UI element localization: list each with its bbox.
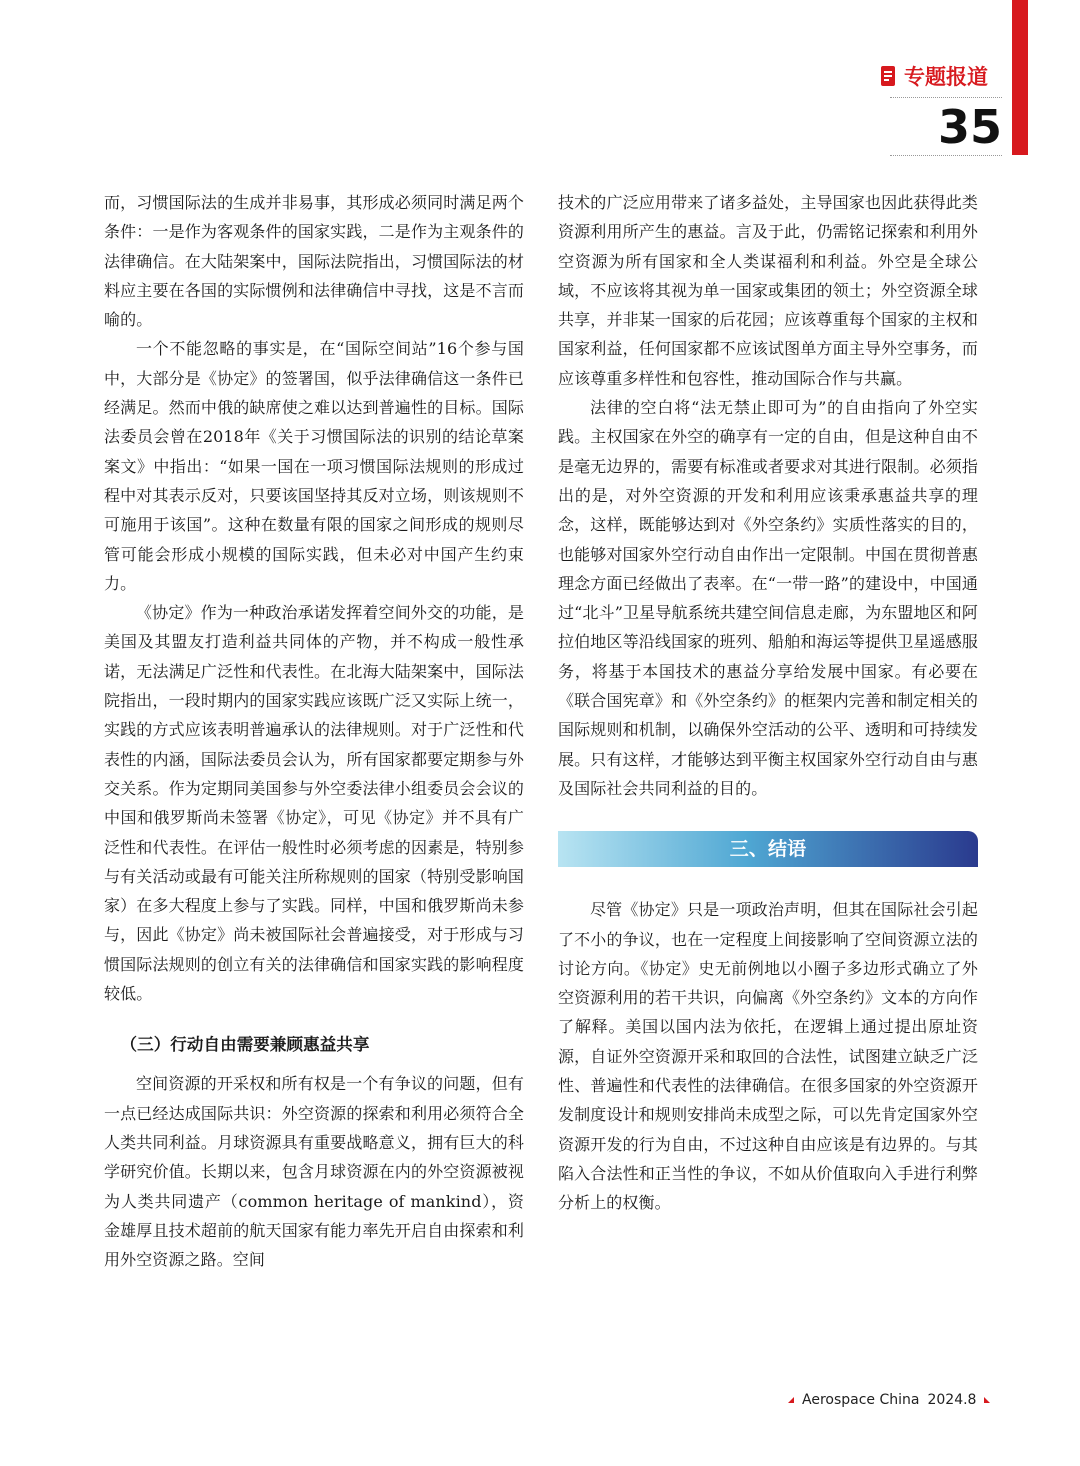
- paragraph: 而，习惯国际法的生成并非易事，其形成必须同时满足两个条件：一是作为客观条件的国家实践，二是作为主观条件的法律确信。在大陆架案中，国际法院指出，习惯国际法的材料应主要在各国的实际惯例和法律确信中寻找，这是不言而喻的。: [104, 193, 524, 330]
- document-icon: [880, 65, 896, 87]
- section-heading-bar: [558, 831, 978, 867]
- subsection-heading: （三）行动自由需要兼顾惠益共享: [120, 1035, 370, 1055]
- triangle-left-icon: [788, 1397, 794, 1403]
- publication-name: Aerospace China: [802, 1392, 920, 1408]
- header-divider-bottom: [890, 155, 1002, 156]
- paragraph: 《协定》作为一种政治承诺发挥着空间外交的功能，是美国及其盟友打造利益共同体的产物，并不构成一般性承诺，无法满足广泛性和代表性。在北海大陆架案中，国际法院指出，一段时期内的国家实践应该既广泛又实际上统一，实践的方式应该表明普遍承认的法律规则。对于广泛性和代表性的内涵，国际法委员会认为，所有国家都要定期参与外交关系。作为定期同美国参与外空委法律小组委员会会议的中国和俄罗斯尚未签署《协定》，可见《协定》并不具有广泛性和代表性。在评估一般性时必须考虑的因素是，特别参与有关活动或最有可能关注所称规则的国家（特别受影响国家）在多大程度上参与了实践。同样，中国和俄罗斯尚未参与，因此《协定》尚未被国际社会普遍接受，对于形成与习惯国际法规则的创立有关的法律确信和国家实践的影响程度较低。: [104, 603, 524, 1004]
- section-heading: 三、结语: [729, 837, 807, 860]
- section-label: [880, 62, 1002, 90]
- paragraph: 法律的空白将“法无禁止即可为”的自由指向了外空实践。主权国家在外空的确享有一定的自由，但是这种自由不是毫无边界的，需要有标准或者要求对其进行限制。必须指出的是，对外空资源的开发和利用应该秉承惠益共享的理念，这样，既能够达到对《外空条约》实质性落实的目的，也能够对国家外空行动自由作出一定限制。中国在贯彻普惠理念方面已经做出了表率。在“一带一路”的建设中，中国通过“北斗”卫星导航系统共建空间信息走廊，为东盟地区和阿拉伯地区等沿线国家的班列、船舶和海运等提供卫星遥感服务，将基于本国技术的惠益分享给发展中国家。有必要在《联合国宪章》和《外空条约》的框架内完善和制定相关的国际规则和机制，以确保外空活动的公平、透明和可持续发展。只有这样，才能够达到平衡主权国家外空行动自由与惠及国际社会共同利益的目的。: [558, 398, 978, 798]
- right-column: [558, 188, 978, 1218]
- paragraph: 尽管《协定》只是一项政治声明，但其在国际社会引起了不小的争议，也在一定程度上间接影响了空间资源立法的讨论方向。《协定》史无前例地以小圈子多边形式确立了外空资源利用的若干共识，向偏离《外空条约》文本的方向作了解释。美国以国内法为依托，在逻辑上通过提出原址资源，自证外空资源开采和取回的合法性，试图建立缺乏广泛性、普遍性和代表性的法律确信。在很多国家的外空资源开发制度设计和规则安排尚未成型之际，可以先肯定国家外空资源开发的行为自由，不过这种自由应该是有边界的。与其陷入合法性和正当性的争议，不如从价值取向入手进行利弊分析上的权衡。: [558, 900, 978, 1213]
- header-divider-top: [890, 97, 1002, 98]
- left-column: [104, 188, 524, 1274]
- paragraph: 一个不能忽略的事实是，在“国际空间站”16个参与国中，大部分是《协定》的签署国，似乎法律确信这一条件已经满足。然而中俄的缺席使之难以达到普遍性的目标。国际法委员会曾在2018年《关于习惯国际法的识别的结论草案案文》中指出：“如果一国在一项习惯国际法规则的形成过程中对其表示反对，只要该国坚持其反对立场，则该规则不可施用于该国”。这种在数量有限的国家之间形成的规则尽管可能会形成小规模的国际实践，但未必对中国产生约束力。: [104, 339, 524, 593]
- issue-number: 2024.8: [927, 1392, 977, 1408]
- section-label-text: 专题报道: [904, 65, 988, 89]
- triangle-right-icon: [984, 1397, 990, 1403]
- paragraph: 空间资源的开采权和所有权是一个有争议的问题，但有一点已经达成国际共识：外空资源的探索和利用必须符合全人类共同利益。月球资源具有重要战略意义，拥有巨大的科学研究价值。长期以来，包含月球资源在内的外空资源被视为人类共同遗产（common heritage of mankind），资金雄厚且技术超前的航天国家有能力率先开启自由探索和利用外空资源之路。空间: [104, 1074, 524, 1270]
- page-footer: [788, 1392, 1028, 1408]
- page-number: 35: [937, 100, 1002, 154]
- paragraph: 技术的广泛应用带来了诸多益处，主导国家也因此获得此类资源利用所产生的惠益。言及于此，仍需铭记探索和利用外空资源为所有国家和全人类谋福利和利益。外空是全球公域，不应该将其视为单一国家或集团的领土；外空资源全球共享，并非某一国家的后花园；应该尊重每个国家的主权和国家利益，任何国家都不应该试图单方面主导外空事务，而应该尊重多样性和包容性，推动国际合作与共赢。: [558, 193, 978, 388]
- header-accent-bar: [1012, 0, 1028, 155]
